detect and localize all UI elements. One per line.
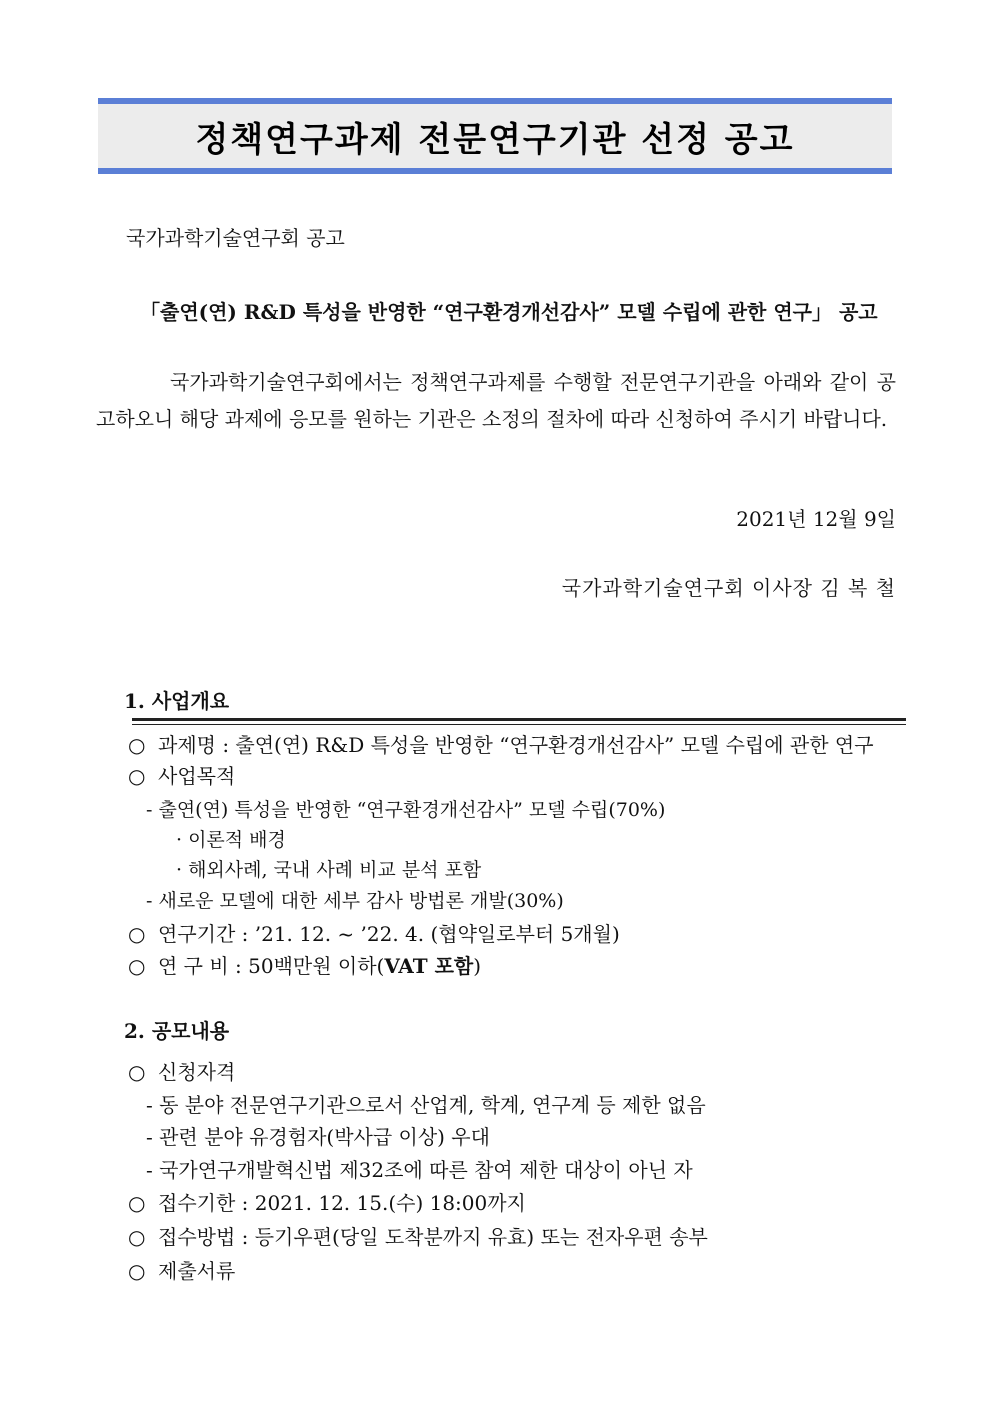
research-period: 연구기간 : ’21. 12. ~ ’22. 4. (협약일로부터 5개월) bbox=[158, 922, 620, 946]
documents-item bbox=[128, 1255, 235, 1284]
budget-suffix: ) bbox=[473, 954, 482, 978]
section-divider bbox=[132, 718, 906, 725]
section2-heading: 2. 공모내용 bbox=[124, 1019, 230, 1043]
eligibility-3: - 국가연구개발혁신법 제32조에 따른 참여 제한 대상이 아닌 자 bbox=[146, 1158, 693, 1182]
circle-bullet-icon: ○ bbox=[128, 1191, 146, 1215]
eligibility-label: 신청자격 bbox=[158, 1060, 236, 1084]
intro-text: 국가과학기술연구회에서는 정책연구과제를 수행할 전문연구기관을 아래와 같이 공고하오니 해당 과제에 응모를 원하는 기관은 소정의 절차에 따라 신청하여 주시기 바랍니다. bbox=[96, 370, 896, 431]
purpose-label: 사업목적 bbox=[158, 764, 236, 788]
eligibility-2: - 관련 분야 유경험자(박사급 이상) 우대 bbox=[146, 1125, 490, 1149]
circle-bullet-icon: ○ bbox=[128, 1259, 146, 1283]
section1-heading: 1. 사업개요 bbox=[124, 689, 230, 713]
eligibility-item bbox=[128, 1056, 235, 1085]
budget-item bbox=[128, 950, 481, 979]
eligibility-1: - 동 분야 전문연구기관으로서 산업계, 학계, 연구계 등 제한 없음 bbox=[146, 1093, 706, 1117]
purpose-sub-1: · 이론적 배경 bbox=[176, 829, 286, 851]
organization-notice: 국가과학기술연구회 공고 bbox=[126, 226, 345, 250]
budget-prefix: 연 구 비 : 50백만원 이하( bbox=[158, 954, 385, 978]
circle-bullet-icon: ○ bbox=[128, 922, 146, 946]
purpose-item-2: - 새로운 모델에 대한 세부 감사 방법론 개발(30%) bbox=[146, 890, 564, 912]
budget-vat: VAT 포함 bbox=[384, 954, 474, 978]
circle-bullet-icon: ○ bbox=[128, 954, 146, 978]
signer: 국가과학기술연구회 이사장 김 복 철 bbox=[561, 576, 896, 600]
project-name-item bbox=[128, 729, 874, 758]
title-banner bbox=[98, 98, 892, 174]
period-item bbox=[128, 918, 620, 947]
notice-date: 2021년 12월 9일 bbox=[736, 507, 896, 531]
method-item bbox=[128, 1221, 708, 1250]
circle-bullet-icon: ○ bbox=[128, 1060, 146, 1084]
circle-bullet-icon: ○ bbox=[128, 764, 146, 788]
purpose-item-1: - 출연(연) 특성을 반영한 “연구환경개선감사” 모델 수립(70%) bbox=[146, 799, 666, 821]
circle-bullet-icon: ○ bbox=[128, 1225, 146, 1249]
purpose-item bbox=[128, 760, 235, 789]
required-documents: 제출서류 bbox=[158, 1259, 236, 1283]
intro-paragraph bbox=[96, 364, 896, 438]
purpose-sub-2: · 해외사례, 국내 사례 비교 분석 포함 bbox=[176, 859, 482, 881]
deadline-item bbox=[128, 1187, 526, 1216]
project-name: 과제명 : 출연(연) R&D 특성을 반영한 “연구환경개선감사” 모델 수립에 관한 연구 bbox=[158, 733, 874, 757]
page-title: 정책연구과제 전문연구기관 선정 공고 bbox=[195, 119, 795, 160]
submission-method: 접수방법 : 등기우편(당일 도착분까지 유효) 또는 전자우편 송부 bbox=[158, 1225, 708, 1249]
circle-bullet-icon: ○ bbox=[128, 733, 146, 757]
notice-subject: 「출연(연) R&D 특성을 반영한 “연구환경개선감사” 모델 수립에 관한 연구」 공고 bbox=[140, 300, 878, 324]
submission-deadline: 접수기한 : 2021. 12. 15.(수) 18:00까지 bbox=[158, 1191, 526, 1215]
